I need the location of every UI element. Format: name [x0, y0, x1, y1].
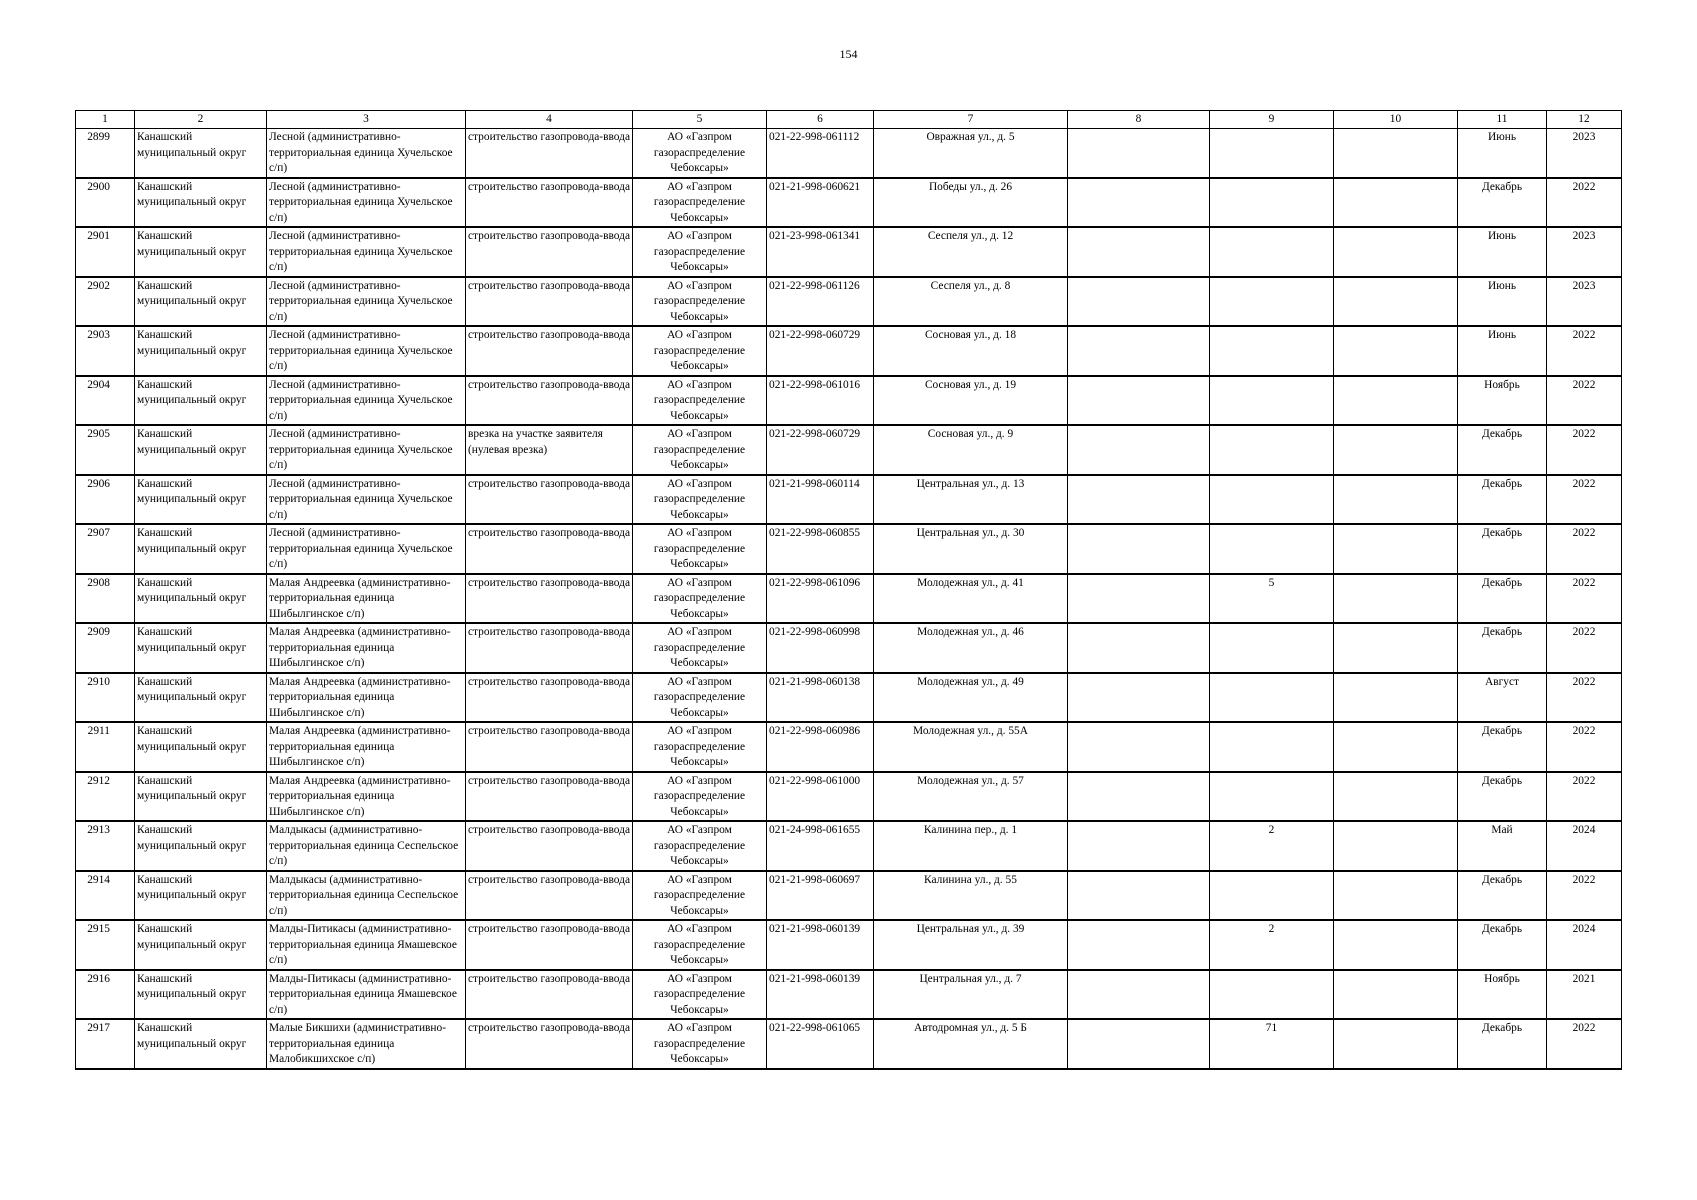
cell-col-10 — [1334, 425, 1458, 475]
table-row — [76, 475, 1622, 525]
cell-row-number: 2914 — [76, 871, 135, 921]
cell-col-10 — [1334, 673, 1458, 723]
cell-col-8 — [1068, 326, 1210, 376]
cell-month: Декабрь — [1458, 574, 1547, 624]
cell-year: 2022 — [1547, 871, 1622, 921]
cell-work-type: строительство газопровода-ввода — [466, 277, 633, 327]
table-row — [76, 722, 1622, 772]
cell-row-number: 2910 — [76, 673, 135, 723]
cell-col-8 — [1068, 376, 1210, 426]
cell-col-9 — [1210, 376, 1334, 426]
cell-row-number: 2902 — [76, 277, 135, 327]
cell-district: Канашский муниципальный округ — [135, 920, 267, 970]
cell-settlement: Малая Андреевка (административно-территориальная единица Шибылгинское с/п) — [267, 574, 466, 624]
cell-contract-number: 021-21-998-060114 — [767, 475, 874, 525]
cell-year: 2022 — [1547, 772, 1622, 822]
cell-settlement: Малдыкасы (административно-территориальная единица Сеспельское с/п) — [267, 821, 466, 871]
cell-address: Автодромная ул., д. 5 Б — [874, 1019, 1068, 1069]
cell-settlement: Лесной (административно-территориальная единица Хучельское с/п) — [267, 129, 466, 178]
cell-month: Ноябрь — [1458, 376, 1547, 426]
col-header-10: 10 — [1334, 111, 1458, 129]
cell-col-9 — [1210, 673, 1334, 723]
cell-month: Декабрь — [1458, 1019, 1547, 1069]
cell-organization: АО «Газпром газораспределение Чебоксары» — [633, 178, 767, 228]
table-row — [76, 623, 1622, 673]
cell-address: Калинина пер., д. 1 — [874, 821, 1068, 871]
cell-settlement: Лесной (административно-территориальная единица Хучельское с/п) — [267, 475, 466, 525]
cell-organization: АО «Газпром газораспределение Чебоксары» — [633, 920, 767, 970]
cell-settlement: Малая Андреевка (административно-территориальная единица Шибылгинское с/п) — [267, 772, 466, 822]
cell-row-number: 2904 — [76, 376, 135, 426]
cell-address: Победы ул., д. 26 — [874, 178, 1068, 228]
cell-organization: АО «Газпром газораспределение Чебоксары» — [633, 277, 767, 327]
cell-month: Май — [1458, 821, 1547, 871]
cell-col-8 — [1068, 178, 1210, 228]
cell-organization: АО «Газпром газораспределение Чебоксары» — [633, 871, 767, 921]
cell-contract-number: 021-22-998-061112 — [767, 129, 874, 178]
cell-col-10 — [1334, 871, 1458, 921]
cell-month: Декабрь — [1458, 475, 1547, 525]
cell-district: Канашский муниципальный округ — [135, 524, 267, 574]
cell-work-type: строительство газопровода-ввода — [466, 129, 633, 178]
cell-work-type: строительство газопровода-ввода — [466, 623, 633, 673]
table-body — [76, 129, 1622, 1069]
cell-contract-number: 021-24-998-061655 — [767, 821, 874, 871]
cell-col-8 — [1068, 623, 1210, 673]
cell-district: Канашский муниципальный округ — [135, 574, 267, 624]
cell-address: Сосновая ул., д. 19 — [874, 376, 1068, 426]
table-row — [76, 129, 1622, 178]
cell-address: Сосновая ул., д. 18 — [874, 326, 1068, 376]
cell-col-10 — [1334, 277, 1458, 327]
cell-organization: АО «Газпром газораспределение Чебоксары» — [633, 227, 767, 277]
cell-month: Июнь — [1458, 129, 1547, 178]
registry-table — [75, 110, 1622, 1070]
table-row — [76, 178, 1622, 228]
cell-district: Канашский муниципальный округ — [135, 1019, 267, 1069]
cell-month: Декабрь — [1458, 425, 1547, 475]
cell-organization: АО «Газпром газораспределение Чебоксары» — [633, 722, 767, 772]
cell-district: Канашский муниципальный округ — [135, 129, 267, 178]
cell-month: Июнь — [1458, 326, 1547, 376]
cell-year: 2024 — [1547, 821, 1622, 871]
cell-address: Центральная ул., д. 39 — [874, 920, 1068, 970]
cell-year: 2024 — [1547, 920, 1622, 970]
table-row — [76, 277, 1622, 327]
cell-work-type: строительство газопровода-ввода — [466, 673, 633, 723]
cell-work-type: строительство газопровода-ввода — [466, 326, 633, 376]
cell-contract-number: 021-22-998-060729 — [767, 425, 874, 475]
cell-address: Молодежная ул., д. 57 — [874, 772, 1068, 822]
cell-organization: АО «Газпром газораспределение Чебоксары» — [633, 623, 767, 673]
table-row — [76, 574, 1622, 624]
cell-organization: АО «Газпром газораспределение Чебоксары» — [633, 574, 767, 624]
col-header-8: 8 — [1068, 111, 1210, 129]
cell-organization: АО «Газпром газораспределение Чебоксары» — [633, 524, 767, 574]
cell-col-9 — [1210, 475, 1334, 525]
cell-contract-number: 021-22-998-061065 — [767, 1019, 874, 1069]
cell-col-9: 71 — [1210, 1019, 1334, 1069]
cell-settlement: Малды-Питикасы (административно-территориальная единица Ямашевское с/п) — [267, 970, 466, 1020]
cell-col-8 — [1068, 425, 1210, 475]
cell-col-8 — [1068, 227, 1210, 277]
col-header-9: 9 — [1210, 111, 1334, 129]
cell-col-8 — [1068, 821, 1210, 871]
cell-organization: АО «Газпром газораспределение Чебоксары» — [633, 326, 767, 376]
col-header-7: 7 — [874, 111, 1068, 129]
cell-address: Центральная ул., д. 30 — [874, 524, 1068, 574]
cell-settlement: Малая Андреевка (административно-территориальная единица Шибылгинское с/п) — [267, 722, 466, 772]
cell-year: 2022 — [1547, 673, 1622, 723]
cell-district: Канашский муниципальный округ — [135, 227, 267, 277]
cell-district: Канашский муниципальный округ — [135, 970, 267, 1020]
cell-row-number: 2905 — [76, 425, 135, 475]
cell-month: Август — [1458, 673, 1547, 723]
cell-col-8 — [1068, 772, 1210, 822]
cell-work-type: строительство газопровода-ввода — [466, 475, 633, 525]
cell-address: Сеспеля ул., д. 8 — [874, 277, 1068, 327]
cell-address: Молодежная ул., д. 41 — [874, 574, 1068, 624]
table-row — [76, 1019, 1622, 1069]
cell-contract-number: 021-22-998-061016 — [767, 376, 874, 426]
col-header-1: 1 — [76, 111, 135, 129]
cell-col-10 — [1334, 376, 1458, 426]
cell-col-9 — [1210, 326, 1334, 376]
cell-settlement: Малды-Питикасы (административно-территориальная единица Ямашевское с/п) — [267, 920, 466, 970]
table-row — [76, 673, 1622, 723]
cell-year: 2022 — [1547, 722, 1622, 772]
col-header-3: 3 — [267, 111, 466, 129]
cell-row-number: 2911 — [76, 722, 135, 772]
cell-col-8 — [1068, 871, 1210, 921]
cell-year: 2022 — [1547, 376, 1622, 426]
cell-contract-number: 021-22-998-061000 — [767, 772, 874, 822]
cell-contract-number: 021-22-998-060729 — [767, 326, 874, 376]
cell-month: Декабрь — [1458, 871, 1547, 921]
cell-col-10 — [1334, 772, 1458, 822]
table-row — [76, 772, 1622, 822]
cell-row-number: 2903 — [76, 326, 135, 376]
cell-address: Молодежная ул., д. 55А — [874, 722, 1068, 772]
cell-col-10 — [1334, 227, 1458, 277]
cell-settlement: Малая Андреевка (административно-территориальная единица Шибылгинское с/п) — [267, 623, 466, 673]
cell-organization: АО «Газпром газораспределение Чебоксары» — [633, 1019, 767, 1069]
cell-col-10 — [1334, 1019, 1458, 1069]
table-row — [76, 970, 1622, 1020]
table-row — [76, 227, 1622, 277]
cell-contract-number: 021-21-998-060139 — [767, 970, 874, 1020]
cell-col-9 — [1210, 871, 1334, 921]
cell-contract-number: 021-21-998-060139 — [767, 920, 874, 970]
cell-organization: АО «Газпром газораспределение Чебоксары» — [633, 821, 767, 871]
cell-col-10 — [1334, 970, 1458, 1020]
cell-district: Канашский муниципальный округ — [135, 326, 267, 376]
cell-row-number: 2916 — [76, 970, 135, 1020]
cell-work-type: строительство газопровода-ввода — [466, 524, 633, 574]
cell-col-9 — [1210, 425, 1334, 475]
cell-contract-number: 021-21-998-060138 — [767, 673, 874, 723]
table-row — [76, 425, 1622, 475]
cell-col-10 — [1334, 722, 1458, 772]
cell-year: 2021 — [1547, 970, 1622, 1020]
cell-organization: АО «Газпром газораспределение Чебоксары» — [633, 475, 767, 525]
cell-col-9 — [1210, 277, 1334, 327]
cell-row-number: 2900 — [76, 178, 135, 228]
cell-row-number: 2913 — [76, 821, 135, 871]
col-header-6: 6 — [767, 111, 874, 129]
cell-col-9: 2 — [1210, 920, 1334, 970]
table-row — [76, 821, 1622, 871]
cell-settlement: Малдыкасы (административно-территориальная единица Сеспельское с/п) — [267, 871, 466, 921]
cell-col-10 — [1334, 475, 1458, 525]
cell-col-9: 2 — [1210, 821, 1334, 871]
table-row — [76, 871, 1622, 921]
cell-organization: АО «Газпром газораспределение Чебоксары» — [633, 673, 767, 723]
cell-address: Молодежная ул., д. 46 — [874, 623, 1068, 673]
cell-contract-number: 021-23-998-061341 — [767, 227, 874, 277]
table-row — [76, 524, 1622, 574]
cell-col-10 — [1334, 920, 1458, 970]
cell-col-8 — [1068, 475, 1210, 525]
cell-year: 2022 — [1547, 524, 1622, 574]
cell-col-9 — [1210, 623, 1334, 673]
cell-address: Молодежная ул., д. 49 — [874, 673, 1068, 723]
cell-year: 2022 — [1547, 574, 1622, 624]
cell-row-number: 2912 — [76, 772, 135, 822]
cell-row-number: 2907 — [76, 524, 135, 574]
cell-col-9: 5 — [1210, 574, 1334, 624]
cell-address: Сосновая ул., д. 9 — [874, 425, 1068, 475]
cell-year: 2023 — [1547, 129, 1622, 178]
cell-year: 2022 — [1547, 178, 1622, 228]
cell-row-number: 2908 — [76, 574, 135, 624]
cell-work-type: строительство газопровода-ввода — [466, 722, 633, 772]
cell-district: Канашский муниципальный округ — [135, 475, 267, 525]
cell-work-type: врезка на участке заявителя (нулевая врезка) — [466, 425, 633, 475]
cell-year: 2022 — [1547, 475, 1622, 525]
cell-work-type: строительство газопровода-ввода — [466, 772, 633, 822]
cell-district: Канашский муниципальный округ — [135, 376, 267, 426]
cell-district: Канашский муниципальный округ — [135, 673, 267, 723]
cell-organization: АО «Газпром газораспределение Чебоксары» — [633, 425, 767, 475]
cell-row-number: 2901 — [76, 227, 135, 277]
cell-month: Декабрь — [1458, 920, 1547, 970]
table-row — [76, 920, 1622, 970]
cell-settlement: Лесной (административно-территориальная единица Хучельское с/п) — [267, 178, 466, 228]
cell-month: Декабрь — [1458, 178, 1547, 228]
cell-work-type: строительство газопровода-ввода — [466, 871, 633, 921]
cell-year: 2022 — [1547, 326, 1622, 376]
cell-year: 2022 — [1547, 425, 1622, 475]
cell-month: Июнь — [1458, 227, 1547, 277]
col-header-5: 5 — [633, 111, 767, 129]
cell-work-type: строительство газопровода-ввода — [466, 178, 633, 228]
cell-work-type: строительство газопровода-ввода — [466, 970, 633, 1020]
cell-col-8 — [1068, 129, 1210, 178]
cell-district: Канашский муниципальный округ — [135, 871, 267, 921]
cell-settlement: Лесной (административно-территориальная единица Хучельское с/п) — [267, 376, 466, 426]
cell-col-9 — [1210, 722, 1334, 772]
col-header-4: 4 — [466, 111, 633, 129]
cell-year: 2022 — [1547, 1019, 1622, 1069]
cell-col-9 — [1210, 524, 1334, 574]
cell-work-type: строительство газопровода-ввода — [466, 821, 633, 871]
cell-work-type: строительство газопровода-ввода — [466, 227, 633, 277]
page-number: 154 — [839, 47, 858, 61]
cell-col-8 — [1068, 920, 1210, 970]
cell-district: Канашский муниципальный округ — [135, 821, 267, 871]
cell-month: Декабрь — [1458, 722, 1547, 772]
cell-work-type: строительство газопровода-ввода — [466, 920, 633, 970]
cell-work-type: строительство газопровода-ввода — [466, 1019, 633, 1069]
cell-contract-number: 021-22-998-060998 — [767, 623, 874, 673]
cell-row-number: 2917 — [76, 1019, 135, 1069]
cell-contract-number: 021-22-998-061096 — [767, 574, 874, 624]
cell-contract-number: 021-21-998-060621 — [767, 178, 874, 228]
cell-settlement: Лесной (административно-территориальная единица Хучельское с/п) — [267, 277, 466, 327]
cell-settlement: Малая Андреевка (административно-территориальная единица Шибылгинское с/п) — [267, 673, 466, 723]
cell-col-10 — [1334, 623, 1458, 673]
cell-district: Канашский муниципальный округ — [135, 277, 267, 327]
cell-settlement: Малые Бикшихи (административно-территориальная единица Малобикшихское с/п) — [267, 1019, 466, 1069]
cell-address: Овражная ул., д. 5 — [874, 129, 1068, 178]
cell-col-8 — [1068, 524, 1210, 574]
cell-col-9 — [1210, 129, 1334, 178]
col-header-11: 11 — [1458, 111, 1547, 129]
cell-col-8 — [1068, 722, 1210, 772]
cell-contract-number: 021-22-998-060986 — [767, 722, 874, 772]
cell-organization: АО «Газпром газораспределение Чебоксары» — [633, 129, 767, 178]
cell-month: Ноябрь — [1458, 970, 1547, 1020]
cell-contract-number: 021-22-998-061126 — [767, 277, 874, 327]
header-row — [76, 111, 1622, 129]
col-header-2: 2 — [135, 111, 267, 129]
cell-contract-number: 021-21-998-060697 — [767, 871, 874, 921]
cell-address: Центральная ул., д. 13 — [874, 475, 1068, 525]
cell-col-10 — [1334, 821, 1458, 871]
cell-work-type: строительство газопровода-ввода — [466, 574, 633, 624]
cell-col-10 — [1334, 129, 1458, 178]
cell-district: Канашский муниципальный округ — [135, 178, 267, 228]
cell-district: Канашский муниципальный округ — [135, 772, 267, 822]
cell-month: Июнь — [1458, 277, 1547, 327]
cell-month: Декабрь — [1458, 524, 1547, 574]
cell-col-8 — [1068, 277, 1210, 327]
cell-col-10 — [1334, 178, 1458, 228]
cell-month: Декабрь — [1458, 772, 1547, 822]
cell-row-number: 2906 — [76, 475, 135, 525]
cell-organization: АО «Газпром газораспределение Чебоксары» — [633, 772, 767, 822]
cell-address: Сеспеля ул., д. 12 — [874, 227, 1068, 277]
table-row — [76, 376, 1622, 426]
cell-col-8 — [1068, 970, 1210, 1020]
cell-col-8 — [1068, 673, 1210, 723]
cell-work-type: строительство газопровода-ввода — [466, 376, 633, 426]
cell-row-number: 2899 — [76, 129, 135, 178]
cell-col-10 — [1334, 524, 1458, 574]
cell-col-9 — [1210, 772, 1334, 822]
cell-settlement: Лесной (административно-территориальная единица Хучельское с/п) — [267, 425, 466, 475]
cell-organization: АО «Газпром газораспределение Чебоксары» — [633, 970, 767, 1020]
cell-settlement: Лесной (административно-территориальная единица Хучельское с/п) — [267, 326, 466, 376]
cell-col-9 — [1210, 227, 1334, 277]
cell-district: Канашский муниципальный округ — [135, 722, 267, 772]
cell-col-8 — [1068, 574, 1210, 624]
cell-year: 2022 — [1547, 623, 1622, 673]
cell-district: Канашский муниципальный округ — [135, 425, 267, 475]
cell-year: 2023 — [1547, 227, 1622, 277]
cell-col-10 — [1334, 574, 1458, 624]
cell-address: Калинина ул., д. 55 — [874, 871, 1068, 921]
table-row — [76, 326, 1622, 376]
cell-organization: АО «Газпром газораспределение Чебоксары» — [633, 376, 767, 426]
cell-row-number: 2915 — [76, 920, 135, 970]
cell-district: Канашский муниципальный округ — [135, 623, 267, 673]
cell-col-8 — [1068, 1019, 1210, 1069]
cell-col-10 — [1334, 326, 1458, 376]
cell-col-9 — [1210, 970, 1334, 1020]
cell-col-9 — [1210, 178, 1334, 228]
cell-month: Декабрь — [1458, 623, 1547, 673]
cell-year: 2023 — [1547, 277, 1622, 327]
cell-contract-number: 021-22-998-060855 — [767, 524, 874, 574]
cell-row-number: 2909 — [76, 623, 135, 673]
cell-address: Центральная ул., д. 7 — [874, 970, 1068, 1020]
col-header-12: 12 — [1547, 111, 1622, 129]
cell-settlement: Лесной (административно-территориальная единица Хучельское с/п) — [267, 524, 466, 574]
cell-settlement: Лесной (административно-территориальная единица Хучельское с/п) — [267, 227, 466, 277]
